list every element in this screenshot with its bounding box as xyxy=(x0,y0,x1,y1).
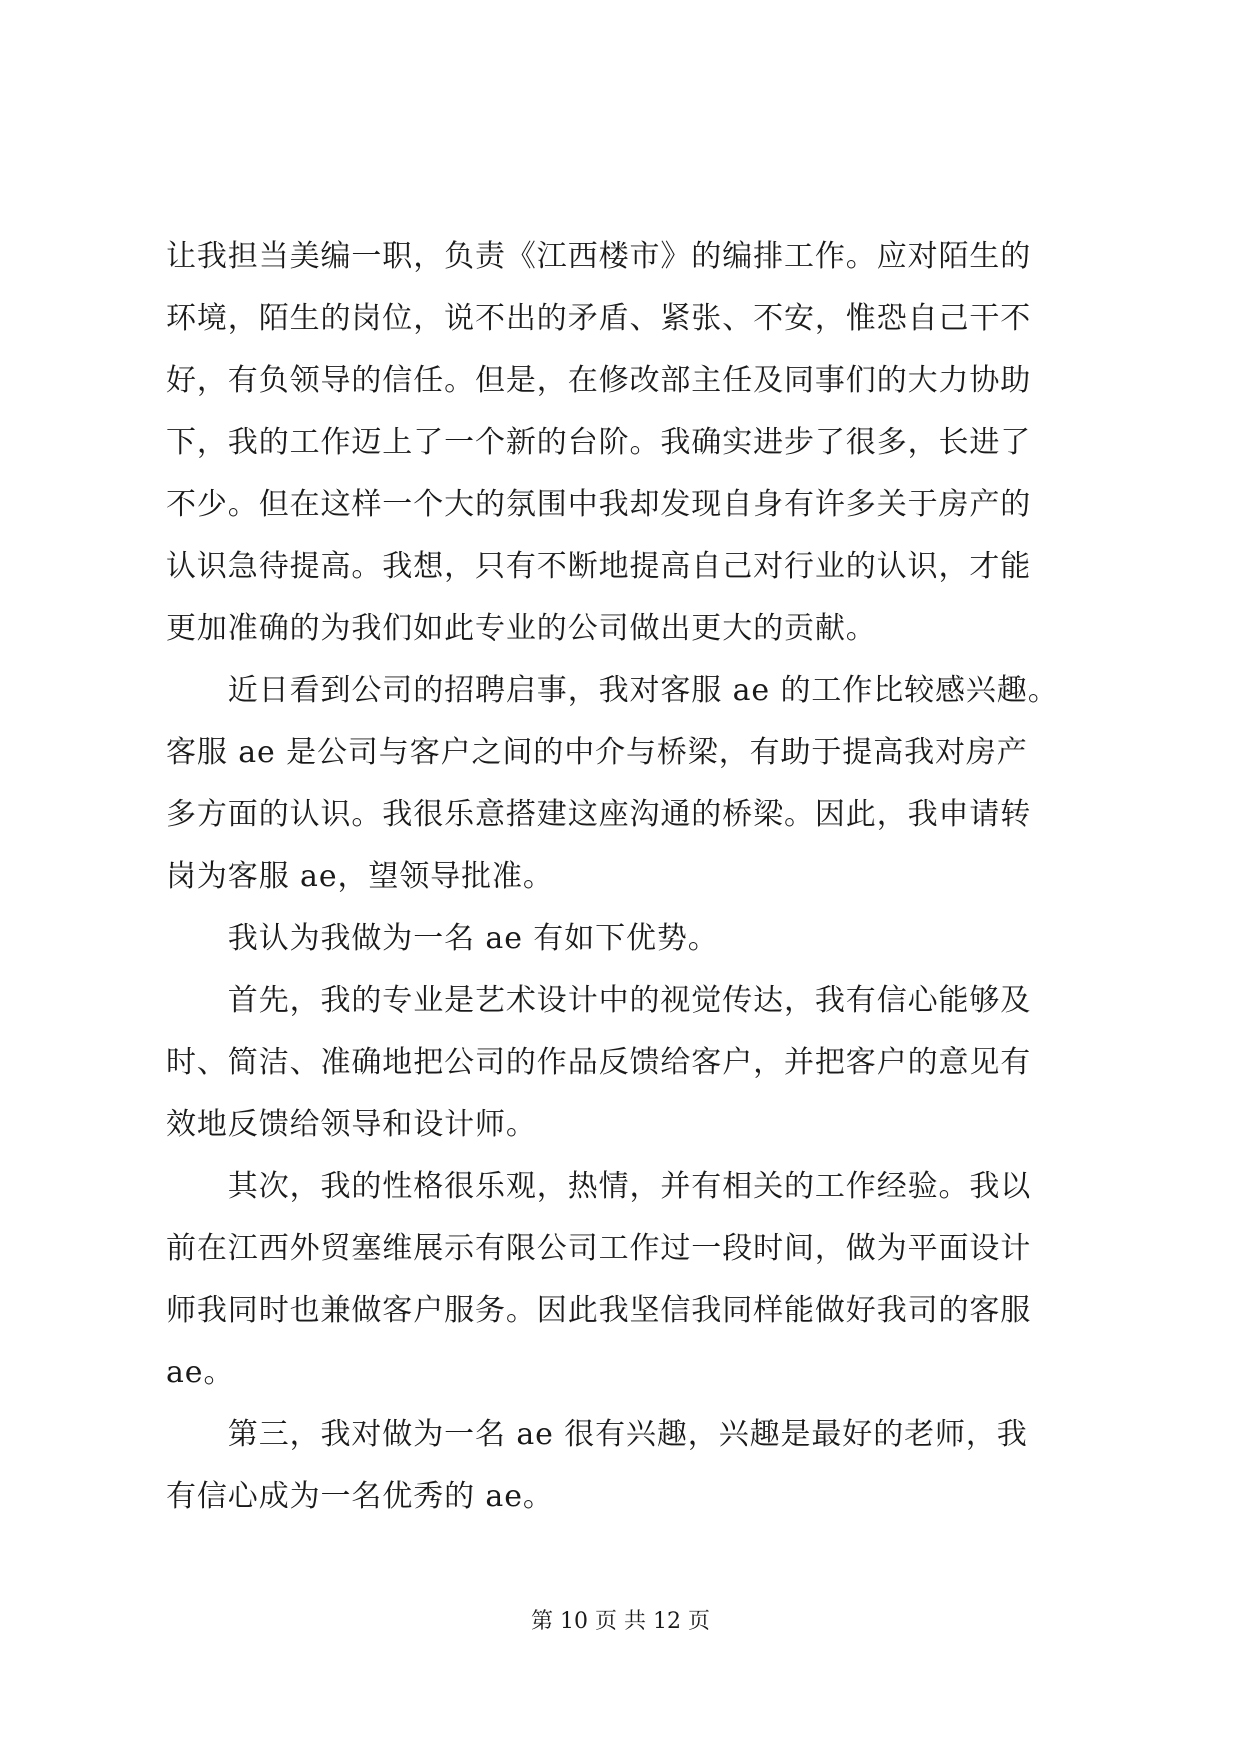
text-line: 前在江西外贸塞维展示有限公司工作过一段时间，做为平面设计 xyxy=(166,1231,1032,1266)
text-line: 有信心成为一名优秀的 ae。 xyxy=(166,1479,554,1514)
text-line: 多方面的认识。我很乐意搭建这座沟通的桥梁。因此，我申请转 xyxy=(166,797,1032,832)
text-line: 好，有负领导的信任。但是，在修改部主任及同事们的大力协助 xyxy=(166,363,1032,398)
text-line: 客服 ae 是公司与客户之间的中介与桥梁，有助于提高我对房产 xyxy=(166,735,1028,770)
text-line: ae。 xyxy=(166,1355,235,1390)
text-line: 其次，我的性格很乐观，热情，并有相关的工作经验。我以 xyxy=(166,1169,1032,1204)
text-line: 岗为客服 ae，望领导批准。 xyxy=(166,859,554,894)
text-line: 近日看到公司的招聘启事，我对客服 ae 的工作比较感兴趣。 xyxy=(166,673,1059,708)
text-line: 下，我的工作迈上了一个新的台阶。我确实进步了很多，长进了 xyxy=(166,425,1032,460)
text-line: 时、简洁、准确地把公司的作品反馈给客户，并把客户的意见有 xyxy=(166,1045,1032,1080)
text-line: 首先，我的专业是艺术设计中的视觉传达，我有信心能够及 xyxy=(166,983,1032,1018)
body-text xyxy=(166,226,1081,1528)
text-line: 认识急待提高。我想，只有不断地提高自己对行业的认识，才能 xyxy=(166,549,1032,584)
text-line: 我认为我做为一名 ae 有如下优势。 xyxy=(166,921,719,956)
text-line: 师我同时也兼做客户服务。因此我坚信我同样能做好我司的客服 xyxy=(166,1293,1032,1328)
text-line: 更加准确的为我们如此专业的公司做出更大的贡献。 xyxy=(166,611,877,646)
text-line: 第三，我对做为一名 ae 很有兴趣，兴趣是最好的老师，我 xyxy=(166,1417,1028,1452)
text-line: 让我担当美编一职，负责《江西楼市》的编排工作。应对陌生的 xyxy=(166,239,1032,274)
page-number: 第 10 页 共 12 页 xyxy=(531,1609,710,1634)
text-line: 效地反馈给领导和设计师。 xyxy=(166,1107,537,1142)
text-line: 环境，陌生的岗位，说不出的矛盾、紧张、不安，惟恐自己干不 xyxy=(166,301,1032,336)
text-line: 不少。但在这样一个大的氛围中我却发现自身有许多关于房产的 xyxy=(166,487,1032,522)
